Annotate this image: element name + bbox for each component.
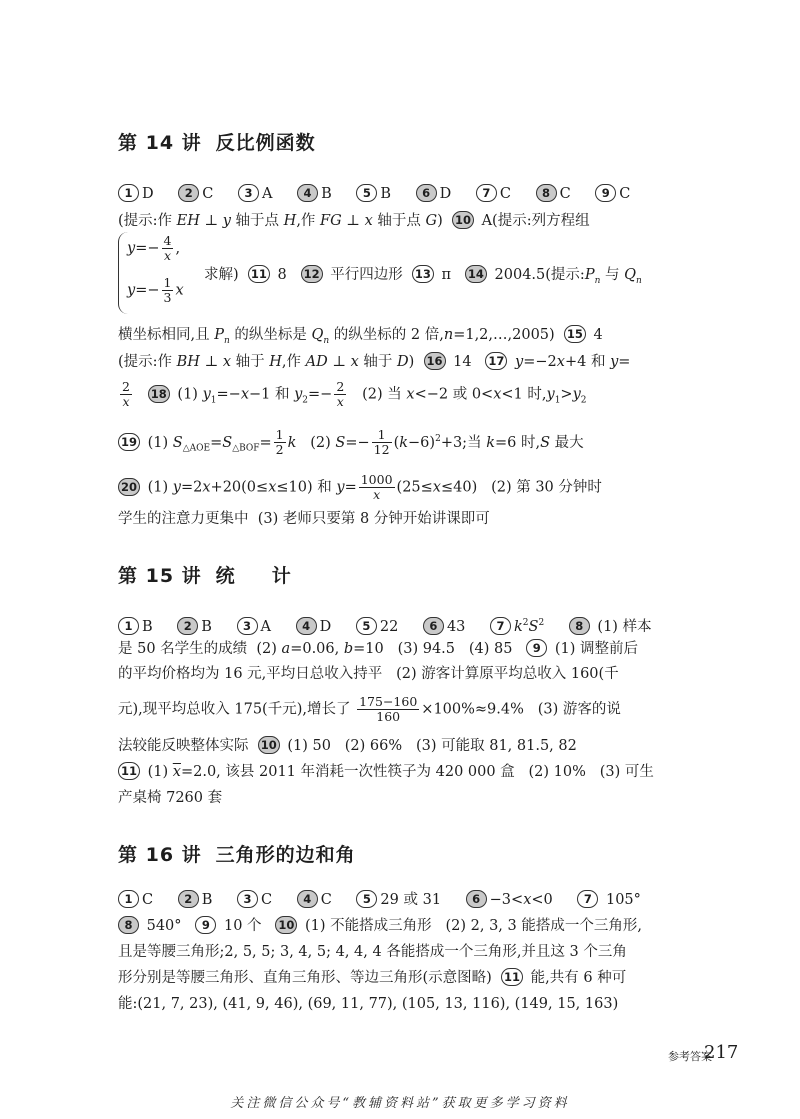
answer-line: 1 D 2 C 3 A 4 B 5 B 6 D 7 C 8 C 9 C bbox=[118, 183, 688, 205]
answer-line: 产桌椅 7260 套 bbox=[118, 790, 223, 806]
answer-line: 求解) 11 8 12 平行四边形 13 π 14 2004.5(提示$:P_n$ 与 $Q_n$ bbox=[204, 267, 642, 286]
answer-line: 8 540° 9 10 个 10 (1) 不能搭成三角形 (2) 2, 3, 3 能搭成一个三角形, bbox=[118, 915, 688, 937]
watermark: 关注微信公众号“教辅资料站”获取更多学习资料 bbox=[230, 1096, 570, 1111]
answer-line: 1 B 2 B 3 A 4 D 5 22 6 43 7 $k^2S^2$ 8 (1) 样本 bbox=[118, 612, 688, 638]
answer-line: 学生的注意力更集中 (3) 老师只要第 8 分钟开始讲课即可 bbox=[118, 511, 490, 527]
answer-line: 且是等腰三角形;2, 5, 5; 3, 4, 5; 4, 4, 4 各能搭成一个三角形,并且这 3 个三角 bbox=[118, 944, 627, 960]
answer-line: 形分别是等腰三角形、直角三角形、等边三角形(示意图略) 11 能,共有 6 种可 bbox=[118, 970, 627, 986]
footer-label: 参考答案 bbox=[668, 1050, 712, 1063]
answer-line: 是 50 名学生的成绩 (2) a=0.06, b=10 (3) 94.5 (4) 85 9 (1) 调整前后 bbox=[118, 641, 639, 657]
section-title-15: 第 15 讲 统 计 bbox=[118, 565, 292, 587]
answer-line: 法较能反映整体实际 10 (1) 50 (2) 66% (3) 可能取 81, 81.5, 82 bbox=[118, 738, 577, 754]
section-title-16: 第 16 讲 三角形的边和角 bbox=[118, 844, 356, 866]
answer-line: 19 (1) $S_{\triangle AOE}=S_{\triangle BOF}=$ $\frac{1}{2}$ k (2) S=− $\frac{1}{12}$ $(k-6)^2+3$;当 k=6 时,S 最大 bbox=[118, 428, 688, 460]
answer-line: 20 (1) y=2x+20(0≤x≤10) 和 y= $\frac{1000}{x}$ (25≤x≤40) (2) 第 30 分钟时 bbox=[118, 473, 688, 502]
answer-line: 元),现平均总收入 175(千元),增长了 $\frac{175-160}{160}$ ×100%≈9.4% (3) 游客的说 bbox=[118, 694, 621, 724]
answer-line: 11 (1) $\overline{x}=2.0$, 该县 2011 年消耗一次性筷子为 420 000 盒 (2) 10% (3) 可生 bbox=[118, 761, 688, 783]
answer-line: 1 C 2 B 3 C 4 C 5 29 或 31 6 −3<x<0 7 105° bbox=[118, 889, 688, 911]
answer-line: (提示:作 BH ⊥ x 轴于 H,作 AD ⊥ x 轴于 D) 16 14 17 y=−2x+4 和 y= bbox=[118, 354, 631, 370]
section-title-14: 第 14 讲 反比例函数 bbox=[118, 132, 316, 154]
page-number: 217 bbox=[704, 1042, 739, 1063]
answer-line: $\frac{2}{x}$ 18 (1) $y_1=-x-1$ 和 $y_2=-$ $\frac{2}{x}$ (2) 当 x<−2 或 0<x<1 时$,y_1>y_2$ bbox=[122, 379, 587, 409]
equation-system: y=− $\frac{4}{x}$ , y=− $\frac{1}{3}$ x bbox=[118, 232, 215, 314]
answer-line: 横坐标相同,且 $P_n$ 的纵坐标是 $Q_n$ 的纵坐标的 2 倍,n=1,2,…,2005) 15 4 bbox=[118, 327, 603, 346]
answer-line: (提示:作 EH ⊥ y 轴于点 H,作 FG ⊥ x 轴于点 G) 10 A(提示:列方程组 bbox=[118, 213, 590, 229]
answer-line: 的平均价格均为 16 元,平均日总收入持平 (2) 游客计算原平均总收入 160(千 bbox=[118, 666, 619, 682]
answer-line: 能:(21, 7, 23), (41, 9, 46), (69, 11, 77), (105, 13, 116), (149, 15, 163) bbox=[118, 996, 619, 1012]
